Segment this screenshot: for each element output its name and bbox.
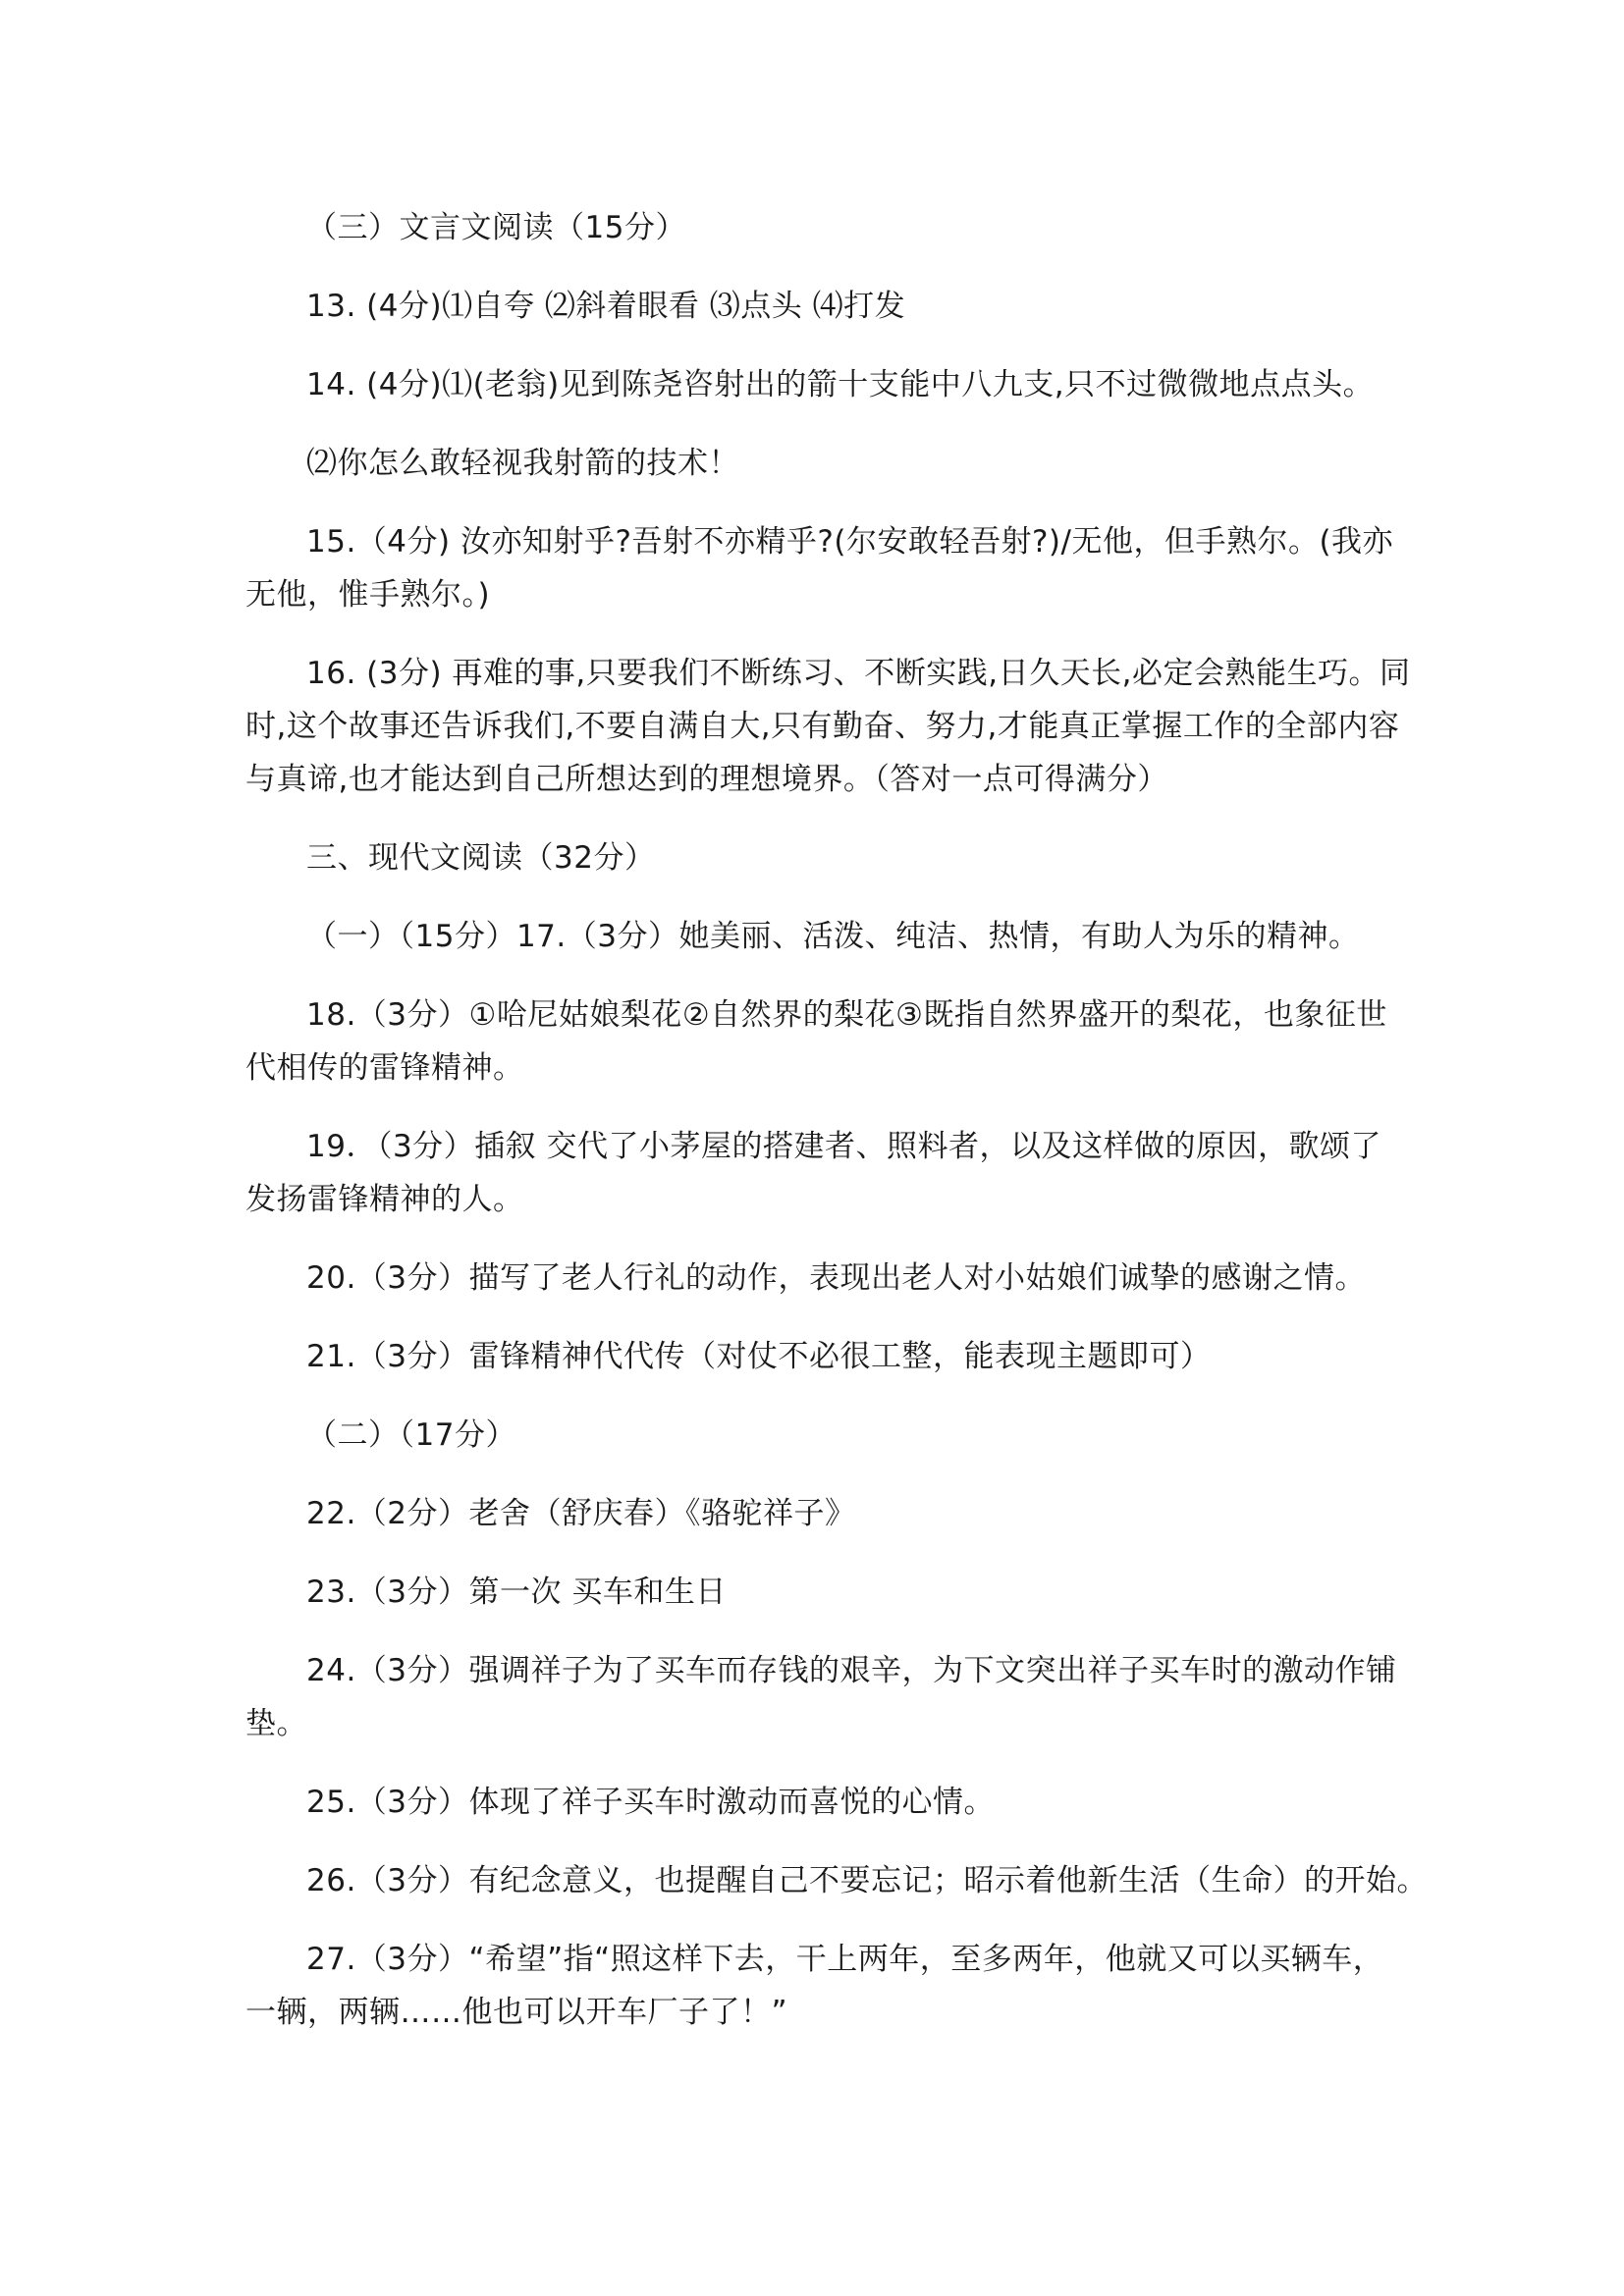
answer-15-line-1: 15.（4分) 汝亦知射乎?吾射不亦精乎?(尔安敢轻吾射?)/无他，但手熟尔。(我亦 <box>306 524 1394 560</box>
answer-17: （一）（15分）17.（3分）她美丽、活泼、纯洁、热情，有助人为乐的精神。 <box>306 919 1360 954</box>
answer-16-line-1: 16. (3分) 再难的事,只要我们不断练习、不断实践,日久天长,必定会熟能生巧。同 <box>306 656 1411 691</box>
answer-18-line-2: 代相传的雷锋精神。 <box>245 1050 524 1086</box>
answer-26: 26.（3分）有纪念意义，也提醒自己不要忘记；昭示着他新生活（生命）的开始。 <box>306 1863 1429 1898</box>
answer-24-line-1: 24.（3分）强调祥子为了买车而存钱的艰辛，为下文突出祥子买车时的激动作铺 <box>306 1653 1397 1688</box>
section-heading-part-two: （二）（17分） <box>306 1417 516 1453</box>
answer-24-line-2: 垫。 <box>245 1706 307 1741</box>
answer-13: 13. (4分)⑴自夸 ⑵斜着眼看 ⑶点头 ⑷打发 <box>306 289 906 324</box>
answer-21: 21.（3分）雷锋精神代代传（对仗不必很工整，能表现主题即可） <box>306 1339 1212 1374</box>
answer-16-line-3: 与真谛,也才能达到自己所想达到的理想境界。（答对一点可得满分） <box>245 762 1168 797</box>
answer-27-line-2: 一辆，两辆……他也可以开车厂子了！” <box>245 1995 788 2030</box>
answer-16-line-2: 时,这个故事还告诉我们,不要自满自大,只有勤奋、努力,才能真正掌握工作的全部内容 <box>245 709 1400 744</box>
answer-15-line-2: 无他，惟手熟尔。) <box>245 577 491 613</box>
answer-20: 20.（3分）描写了老人行礼的动作，表现出老人对小姑娘们诚挚的感谢之情。 <box>306 1260 1367 1296</box>
answer-23: 23.（3分）第一次 买车和生日 <box>306 1575 727 1610</box>
answer-19-line-1: 19．（3分）插叙 交代了小茅屋的搭建者、照料者，以及这样做的原因，歌颂了 <box>306 1129 1382 1164</box>
answer-14-part-2: ⑵你怎么敢轻视我射箭的技术！ <box>306 446 739 481</box>
answer-19-line-2: 发扬雷锋精神的人。 <box>245 1182 524 1217</box>
answer-14-part-1: 14. (4分)⑴(老翁)见到陈尧咨射出的箭十支能中八九支,只不过微微地点点头。 <box>306 367 1375 402</box>
section-heading-modern-reading: 三、现代文阅读（32分） <box>306 840 656 876</box>
section-heading-classical-reading: （三）文言文阅读（15分） <box>306 210 686 245</box>
answer-22: 22.（2分）老舍（舒庆春）《骆驼祥子》 <box>306 1496 856 1531</box>
answer-27-line-1: 27.（3分）“希望”指“照这样下去，干上两年，至多两年，他就又可以买辆车， <box>306 1942 1384 1977</box>
answer-25: 25.（3分）体现了祥子买车时激动而喜悦的心情。 <box>306 1785 996 1820</box>
answer-18-line-1: 18.（3分）①哈尼姑娘梨花②自然界的梨花③既指自然界盛开的梨花，也象征世 <box>306 997 1387 1033</box>
